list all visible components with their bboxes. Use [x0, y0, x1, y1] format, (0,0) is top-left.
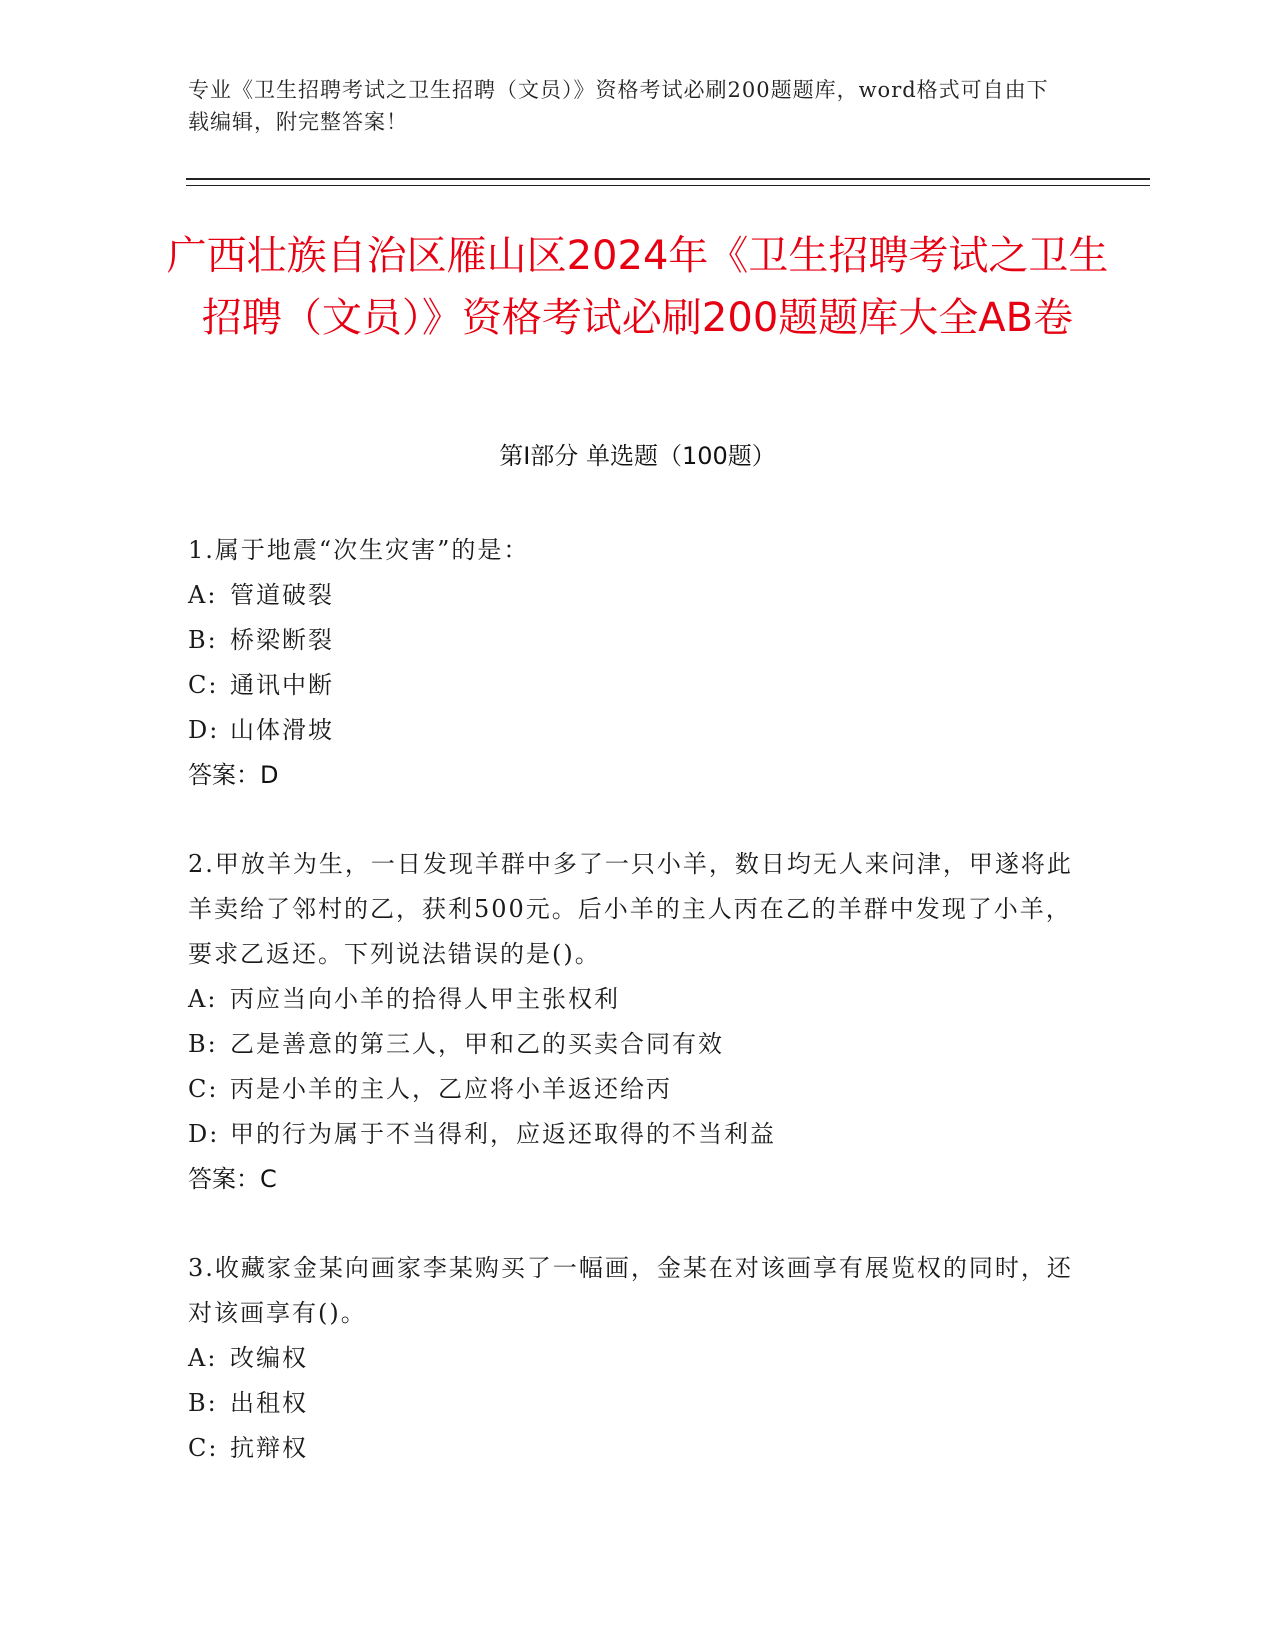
option-letter: D: [188, 716, 220, 744]
header-rule-thick [186, 178, 1150, 180]
option-text: 甲的行为属于不当得利，应返还取得的不当利益 [230, 1120, 776, 1148]
question-stem: 2.甲放羊为生，一日发现羊群中多了一只小羊，数日均无人来问津，甲遂将此羊卖给了邻村的乙，获利500元。后小羊的主人丙在乙的羊群中发现了小羊，要求乙返还。下列说法错误的是()。 [188, 850, 1073, 968]
option-text: 出租权 [230, 1389, 308, 1417]
option-b [188, 1022, 1088, 1067]
document-title: 广西壮族自治区雁山区2024年《卫生招聘考试之卫生招聘（文员）》资格考试必刷200题题库大全AB卷 [166, 233, 1109, 341]
option-text: 山体滑坡 [230, 716, 334, 744]
option-a [188, 573, 1088, 618]
question-stem: 1.属于地震“次生灾害”的是： [188, 536, 530, 564]
option-letter: B: [188, 1389, 218, 1417]
question-list [188, 528, 1088, 1515]
option-c [188, 1426, 1088, 1471]
option-text: 通讯中断 [230, 671, 334, 699]
option-text: 改编权 [230, 1344, 308, 1372]
option-d [188, 708, 1088, 753]
option-a [188, 1336, 1088, 1381]
option-letter: C: [188, 1434, 219, 1462]
option-text: 管道破裂 [230, 581, 334, 609]
question-1 [188, 528, 1088, 798]
option-letter: C: [188, 671, 219, 699]
option-text: 乙是善意的第三人，甲和乙的买卖合同有效 [230, 1030, 724, 1058]
header-rule-thin [186, 185, 1150, 186]
option-c [188, 1067, 1088, 1112]
option-c [188, 663, 1088, 708]
answer-line: 答案：D [188, 761, 279, 789]
option-text: 桥梁断裂 [230, 626, 334, 654]
option-d [188, 1112, 1088, 1157]
option-letter: B: [188, 626, 218, 654]
option-letter: C: [188, 1075, 219, 1103]
option-letter: B: [188, 1030, 218, 1058]
option-letter: D: [188, 1120, 220, 1148]
option-letter: A: [188, 985, 218, 1013]
question-3 [188, 1246, 1088, 1471]
option-a [188, 977, 1088, 1022]
answer-line: 答案：C [188, 1165, 277, 1193]
option-letter: A: [188, 581, 218, 609]
option-b [188, 618, 1088, 663]
option-text: 抗辩权 [230, 1434, 308, 1462]
header-note: 专业《卫生招聘考试之卫生招聘（文员）》资格考试必刷200题题库，word格式可自由下载编辑，附完整答案！ [188, 78, 1049, 134]
option-b [188, 1381, 1088, 1426]
option-text: 丙应当向小羊的拾得人甲主张权利 [230, 985, 620, 1013]
section-heading: 第Ⅰ部分 单选题（100题） [499, 442, 776, 470]
question-2 [188, 842, 1088, 1202]
option-text: 丙是小羊的主人，乙应将小羊返还给丙 [230, 1075, 672, 1103]
question-stem: 3.收藏家金某向画家李某购买了一幅画，金某在对该画享有展览权的同时，还对该画享有()。 [188, 1254, 1073, 1327]
option-letter: A: [188, 1344, 218, 1372]
